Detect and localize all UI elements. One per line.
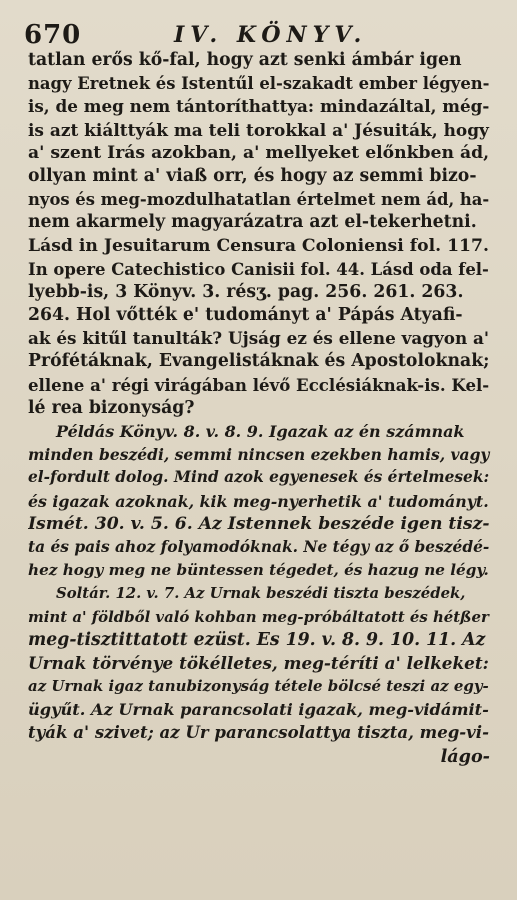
text-line: ak és kitűl tanulták? Ujság ez és ellene vagyon a' bbox=[28, 328, 490, 349]
text-line: ellene a' régi virágában lévő Ecclésiáknak-is. Kel- bbox=[28, 374, 490, 395]
text-line: is, de meg nem tántoríthattya: mindazáltal, még- bbox=[28, 96, 490, 117]
text-line: ollyan mint a' viaß orr, és hogy az semmi bizo- bbox=[28, 165, 477, 186]
text-line: Példás Könyv. 8. v. 8. 9. Igazak az én számnak bbox=[56, 422, 465, 441]
text-line: az Urnak igaz tanubizonyság tétele bölcsé teszi az egy- bbox=[28, 677, 489, 696]
text-line: ta és pais ahoz folyamodóknak. Ne tégy az ő beszédé- bbox=[28, 537, 490, 556]
text-line: is azt kiálttyák ma teli torokkal a' Jésuiták, hogy bbox=[28, 119, 489, 140]
catchword: lágo- bbox=[440, 745, 490, 767]
text-line: hez hogy meg ne büntessen tégedet, és hazug ne légy. bbox=[28, 561, 489, 580]
page-header bbox=[24, 14, 494, 48]
text-line: 264. Hol vőtték e' tudományt a' Pápás Atyafi- bbox=[28, 305, 463, 326]
text-line: a' szent Irás azokban, a' mellyeket előnkben ád, bbox=[28, 142, 490, 163]
text-line: lé rea bizonyság? bbox=[28, 397, 195, 418]
body-text bbox=[28, 49, 498, 768]
text-line: Ismét. 30. v. 5. 6. Az Istennek beszéde igen tisz- bbox=[28, 513, 490, 534]
text-line: tyák a' szivet; az Ur parancsolattya tiszta, meg-vi- bbox=[28, 722, 489, 743]
text-line: nyos és meg-mozdulhatatlan értelmet nem ád, ha- bbox=[28, 190, 490, 210]
running-title: IV. KÖNYV. bbox=[174, 22, 368, 48]
text-line: mint a' földből való kohban meg-próbáltatott és hétßer bbox=[28, 607, 489, 626]
text-line: In opere Catechistico Canisii fol. 44. Lásd oda fel- bbox=[28, 259, 489, 279]
text-line: Lásd in Jesuitarum Censura Coloniensi fol. 117. bbox=[28, 235, 489, 256]
text-line: nem akarmely magyarázatra azt el-tekerhetni. bbox=[28, 212, 477, 233]
text-line: és igazak azoknak, kik meg-nyerhetik a' tudományt. bbox=[28, 491, 489, 511]
text-line: el-fordult dolog. Mind azok egyenesek és értelmesek: bbox=[28, 468, 490, 487]
text-line: nagy Eretnek és Istentűl el-szakadt ember légyen- bbox=[28, 74, 490, 94]
text-line: meg-tisztittatott ezüst. Es 19. v. 8. 9. 10. 11. Az bbox=[28, 629, 486, 650]
text-line: lyebb-is, 3 Könyv. 3. résʒ. pag. 256. 261. 263. bbox=[28, 281, 464, 302]
text-line: tatlan erős kő-fal, hogy azt senki ámbár igen bbox=[28, 50, 462, 70]
text-line: ügyűt. Az Urnak parancsolati igazak, meg-vidámit- bbox=[28, 700, 489, 720]
text-line: minden beszédi, semmi nincsen ezekben hamis, vagy bbox=[28, 445, 490, 465]
text-line: Urnak törvénye tökélletes, meg-téríti a' lelkeket: bbox=[28, 652, 489, 673]
text-line: Prófétáknak, Evangelistáknak és Apostoloknak; bbox=[28, 351, 490, 372]
text-line: Soltár. 12. v. 7. Az Urnak beszédi tiszta beszédek, bbox=[56, 585, 466, 603]
page-number: 670 bbox=[24, 20, 82, 50]
